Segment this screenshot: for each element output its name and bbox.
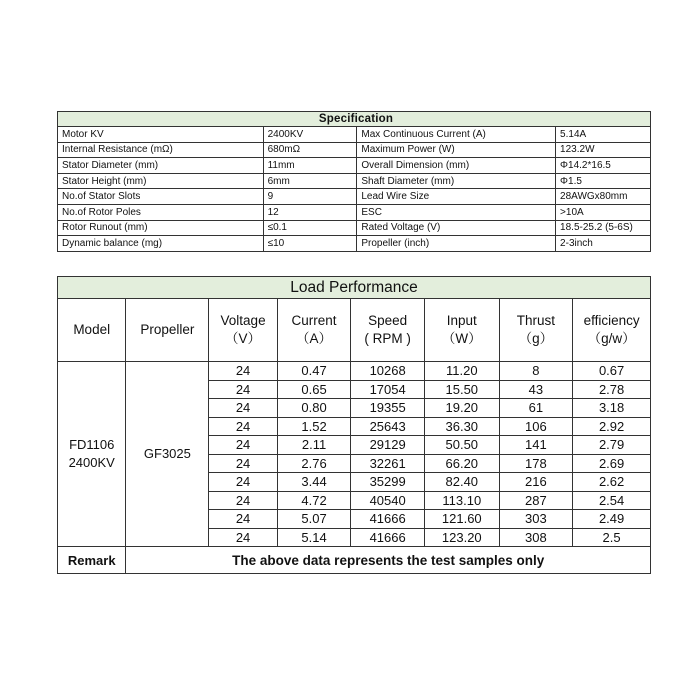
speed-cell: 41666 xyxy=(351,510,425,529)
model-kv: 2400KV xyxy=(68,455,115,470)
spec-label: Shaft Diameter (mm) xyxy=(357,173,556,189)
spec-label: Motor KV xyxy=(58,127,264,143)
voltage-cell: 24 xyxy=(209,473,277,492)
thrust-cell: 61 xyxy=(499,399,573,418)
spec-value: >10A xyxy=(556,204,651,220)
efficiency-cell: 2.49 xyxy=(573,510,651,529)
header-model: Model xyxy=(58,299,126,362)
spec-value: ≤10 xyxy=(263,236,357,252)
speed-cell: 35299 xyxy=(351,473,425,492)
remark-text: The above data represents the test samples only xyxy=(126,547,651,574)
speed-cell: 17054 xyxy=(351,380,425,399)
header-row xyxy=(58,299,651,362)
current-cell: 1.52 xyxy=(277,417,351,436)
spec-value: 123.2W xyxy=(556,142,651,158)
voltage-cell: 24 xyxy=(209,528,277,547)
speed-cell: 25643 xyxy=(351,417,425,436)
header-current-name: Current xyxy=(291,313,337,328)
efficiency-cell: 2.79 xyxy=(573,436,651,455)
current-cell: 3.44 xyxy=(277,473,351,492)
spec-value: 11mm xyxy=(263,158,357,174)
load-performance-table xyxy=(57,276,651,574)
speed-cell: 19355 xyxy=(351,399,425,418)
input-cell: 82.40 xyxy=(424,473,499,492)
spec-value: 2400KV xyxy=(263,127,357,143)
load-performance-title: Load Performance xyxy=(58,277,651,299)
speed-cell: 29129 xyxy=(351,436,425,455)
spec-label: Max Continuous Current (A) xyxy=(357,127,556,143)
specification-table xyxy=(57,111,651,252)
spec-label: Propeller (inch) xyxy=(357,236,556,252)
spec-value: 12 xyxy=(263,204,357,220)
input-cell: 121.60 xyxy=(424,510,499,529)
header-current-unit: （A） xyxy=(296,331,333,346)
header-input-unit: （W） xyxy=(441,331,482,346)
header-propeller: Propeller xyxy=(126,299,209,362)
efficiency-cell: 2.69 xyxy=(573,454,651,473)
input-cell: 113.10 xyxy=(424,491,499,510)
spec-row xyxy=(58,204,651,220)
spec-label: No.of Stator Slots xyxy=(58,189,264,205)
voltage-cell: 24 xyxy=(209,399,277,418)
header-thrust-unit: （g） xyxy=(518,331,554,346)
spec-value: 680mΩ xyxy=(263,142,357,158)
spec-row xyxy=(58,173,651,189)
spec-label: Dynamic balance (mg) xyxy=(58,236,264,252)
spec-label: Rated Voltage (V) xyxy=(357,220,556,236)
voltage-cell: 24 xyxy=(209,380,277,399)
voltage-cell: 24 xyxy=(209,436,277,455)
efficiency-cell: 2.92 xyxy=(573,417,651,436)
spec-label: Maximum Power (W) xyxy=(357,142,556,158)
efficiency-cell: 2.54 xyxy=(573,491,651,510)
header-voltage-unit: （V） xyxy=(225,331,262,346)
header-efficiency-unit: （g/w） xyxy=(587,331,636,346)
spec-label: Internal Resistance (mΩ) xyxy=(58,142,264,158)
input-cell: 15.50 xyxy=(424,380,499,399)
header-speed-name: Speed xyxy=(368,313,408,328)
spec-value: 18.5-25.2 (5-6S) xyxy=(556,220,651,236)
current-cell: 0.80 xyxy=(277,399,351,418)
thrust-cell: 308 xyxy=(499,528,573,547)
header-input-name: Input xyxy=(446,313,477,328)
remark-label: Remark xyxy=(58,547,126,574)
current-cell: 0.47 xyxy=(277,362,351,381)
specification-title: Specification xyxy=(58,112,651,127)
spec-row xyxy=(58,127,651,143)
spec-value: Φ1.5 xyxy=(556,173,651,189)
current-cell: 2.11 xyxy=(277,436,351,455)
spec-label: Stator Diameter (mm) xyxy=(58,158,264,174)
efficiency-cell: 2.62 xyxy=(573,473,651,492)
spec-row xyxy=(58,220,651,236)
thrust-cell: 141 xyxy=(499,436,573,455)
spec-label: Overall Dimension (mm) xyxy=(357,158,556,174)
voltage-cell: 24 xyxy=(209,417,277,436)
model-cell xyxy=(58,362,126,547)
spec-row xyxy=(58,142,651,158)
header-voltage-name: Voltage xyxy=(220,313,266,328)
spec-row xyxy=(58,158,651,174)
voltage-cell: 24 xyxy=(209,362,277,381)
current-cell: 5.07 xyxy=(277,510,351,529)
spec-label: No.of Rotor Poles xyxy=(58,204,264,220)
table-row xyxy=(58,362,651,381)
input-cell: 50.50 xyxy=(424,436,499,455)
header-current xyxy=(277,299,351,362)
current-cell: 0.65 xyxy=(277,380,351,399)
header-voltage xyxy=(209,299,277,362)
efficiency-cell: 2.5 xyxy=(573,528,651,547)
thrust-cell: 106 xyxy=(499,417,573,436)
thrust-cell: 8 xyxy=(499,362,573,381)
spec-label: ESC xyxy=(357,204,556,220)
current-cell: 4.72 xyxy=(277,491,351,510)
model-name: FD1106 xyxy=(69,437,115,452)
thrust-cell: 178 xyxy=(499,454,573,473)
header-thrust xyxy=(499,299,573,362)
header-efficiency-name: efficiency xyxy=(583,313,640,328)
speed-cell: 40540 xyxy=(351,491,425,510)
efficiency-cell: 0.67 xyxy=(573,362,651,381)
header-efficiency xyxy=(573,299,651,362)
thrust-cell: 216 xyxy=(499,473,573,492)
spec-label: Lead Wire Size xyxy=(357,189,556,205)
spec-value: Φ14.2*16.5 xyxy=(556,158,651,174)
input-cell: 36.30 xyxy=(424,417,499,436)
input-cell: 123.20 xyxy=(424,528,499,547)
header-speed-unit: ( RPM ) xyxy=(364,331,411,346)
current-cell: 2.76 xyxy=(277,454,351,473)
spec-value: ≤0.1 xyxy=(263,220,357,236)
spec-label: Stator Height (mm) xyxy=(58,173,264,189)
spec-value: 28AWGx80mm xyxy=(556,189,651,205)
spec-value: 5.14A xyxy=(556,127,651,143)
current-cell: 5.14 xyxy=(277,528,351,547)
header-thrust-name: Thrust xyxy=(516,313,556,328)
spec-value: 6mm xyxy=(263,173,357,189)
efficiency-cell: 3.18 xyxy=(573,399,651,418)
header-input xyxy=(424,299,499,362)
spec-value: 2-3inch xyxy=(556,236,651,252)
spec-row xyxy=(58,236,651,252)
header-speed xyxy=(351,299,425,362)
thrust-cell: 287 xyxy=(499,491,573,510)
voltage-cell: 24 xyxy=(209,454,277,473)
spec-row xyxy=(58,189,651,205)
spec-label: Rotor Runout (mm) xyxy=(58,220,264,236)
input-cell: 66.20 xyxy=(424,454,499,473)
input-cell: 19.20 xyxy=(424,399,499,418)
spec-value: 9 xyxy=(263,189,357,205)
speed-cell: 10268 xyxy=(351,362,425,381)
voltage-cell: 24 xyxy=(209,510,277,529)
speed-cell: 41666 xyxy=(351,528,425,547)
remark-row xyxy=(58,547,651,574)
voltage-cell: 24 xyxy=(209,491,277,510)
propeller-cell: GF3025 xyxy=(126,362,209,547)
input-cell: 11.20 xyxy=(424,362,499,381)
thrust-cell: 303 xyxy=(499,510,573,529)
speed-cell: 32261 xyxy=(351,454,425,473)
thrust-cell: 43 xyxy=(499,380,573,399)
efficiency-cell: 2.78 xyxy=(573,380,651,399)
